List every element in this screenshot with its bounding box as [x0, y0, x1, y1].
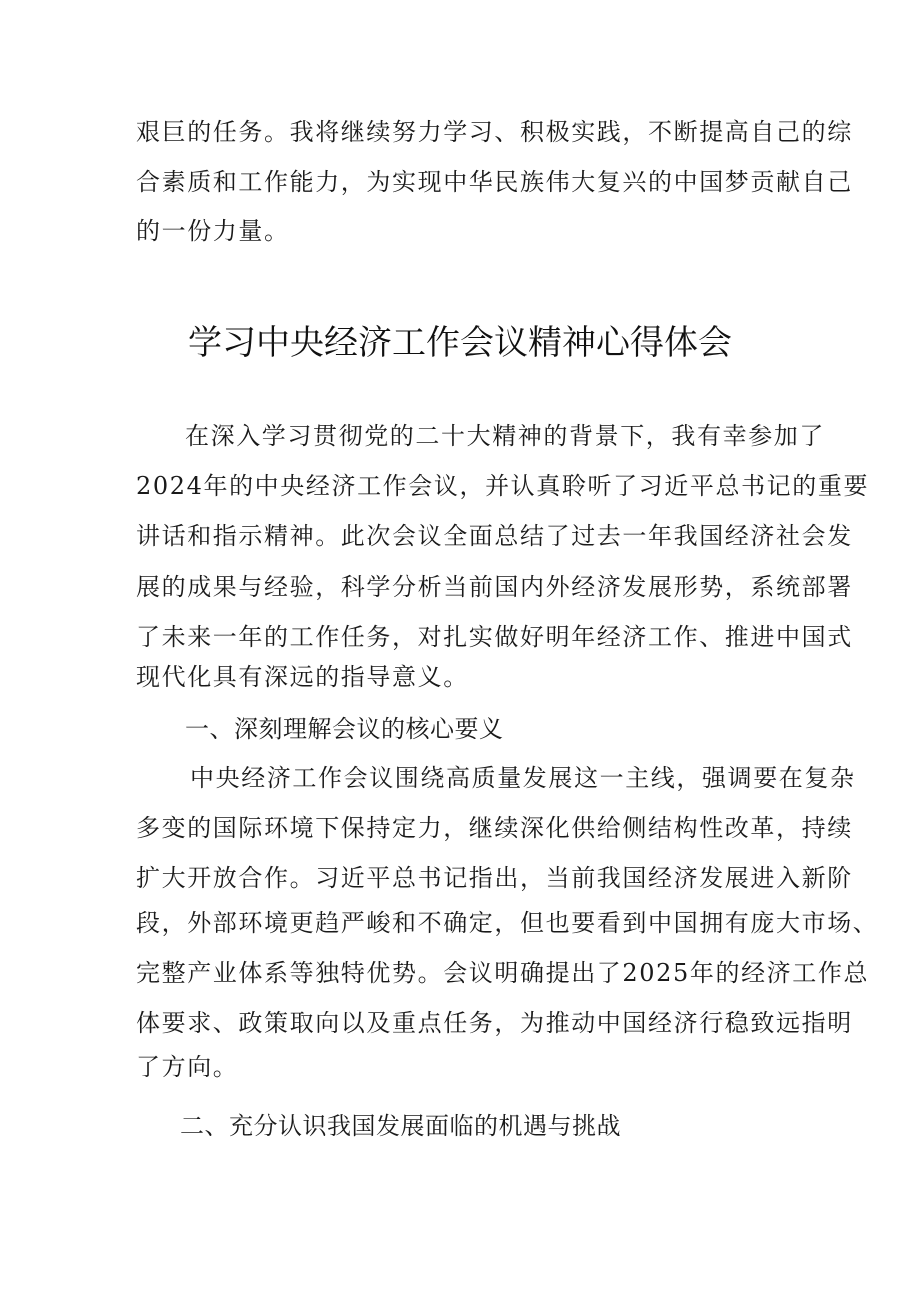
section-1-line-6: 体要求、政策取向以及重点任务，为推动中国经济行稳致远指明: [136, 1009, 853, 1037]
continuation-line-3: 的一份力量。: [136, 217, 290, 245]
section-1-heading: 一、深刻理解会议的核心要义: [185, 715, 504, 743]
section-1-line-4: 段，外部环境更趋严峻和不确定，但也要看到中国拥有庞大市场、: [136, 909, 879, 937]
continuation-line-2: 合素质和工作能力，为实现中华民族伟大复兴的中国梦贡献自己: [136, 168, 853, 196]
intro-line-1: 在深入学习贯彻党的二十大精神的背景下，我有幸参加了: [185, 422, 825, 450]
section-1-line-7: 了方向。: [136, 1053, 239, 1081]
intro-line-2: 2024年的中央经济工作会议，并认真聆听了习近平总书记的重要: [136, 472, 870, 500]
intro-line-5: 了未来一年的工作任务，对扎实做好明年经济工作、推进中国式: [136, 623, 853, 651]
section-1-line-2: 多变的国际环境下保持定力，继续深化供给侧结构性改革，持续: [136, 814, 853, 842]
section-1-line-1: 中央经济工作会议围绕高质量发展这一主线，强调要在复杂: [190, 764, 856, 792]
continuation-line-1: 艰巨的任务。我将继续努力学习、积极实践，不断提高自己的综: [136, 118, 853, 146]
section-1-line-3: 扩大开放合作。习近平总书记指出，当前我国经济发展进入新阶: [136, 864, 853, 892]
intro-line-4: 展的成果与经验，科学分析当前国内外经济发展形势，系统部署: [136, 573, 853, 601]
section-2-heading: 二、充分认识我国发展面临的机遇与挑战: [180, 1112, 621, 1140]
intro-line-6: 现代化具有深远的指导意义。: [136, 663, 469, 691]
section-1-line-5: 完整产业体系等独特优势。会议明确提出了2025年的经济工作总: [136, 959, 870, 987]
intro-line-3: 讲话和指示精神。此次会议全面总结了过去一年我国经济社会发: [136, 522, 853, 550]
article-title: 学习中央经济工作会议精神心得体会: [188, 323, 732, 363]
